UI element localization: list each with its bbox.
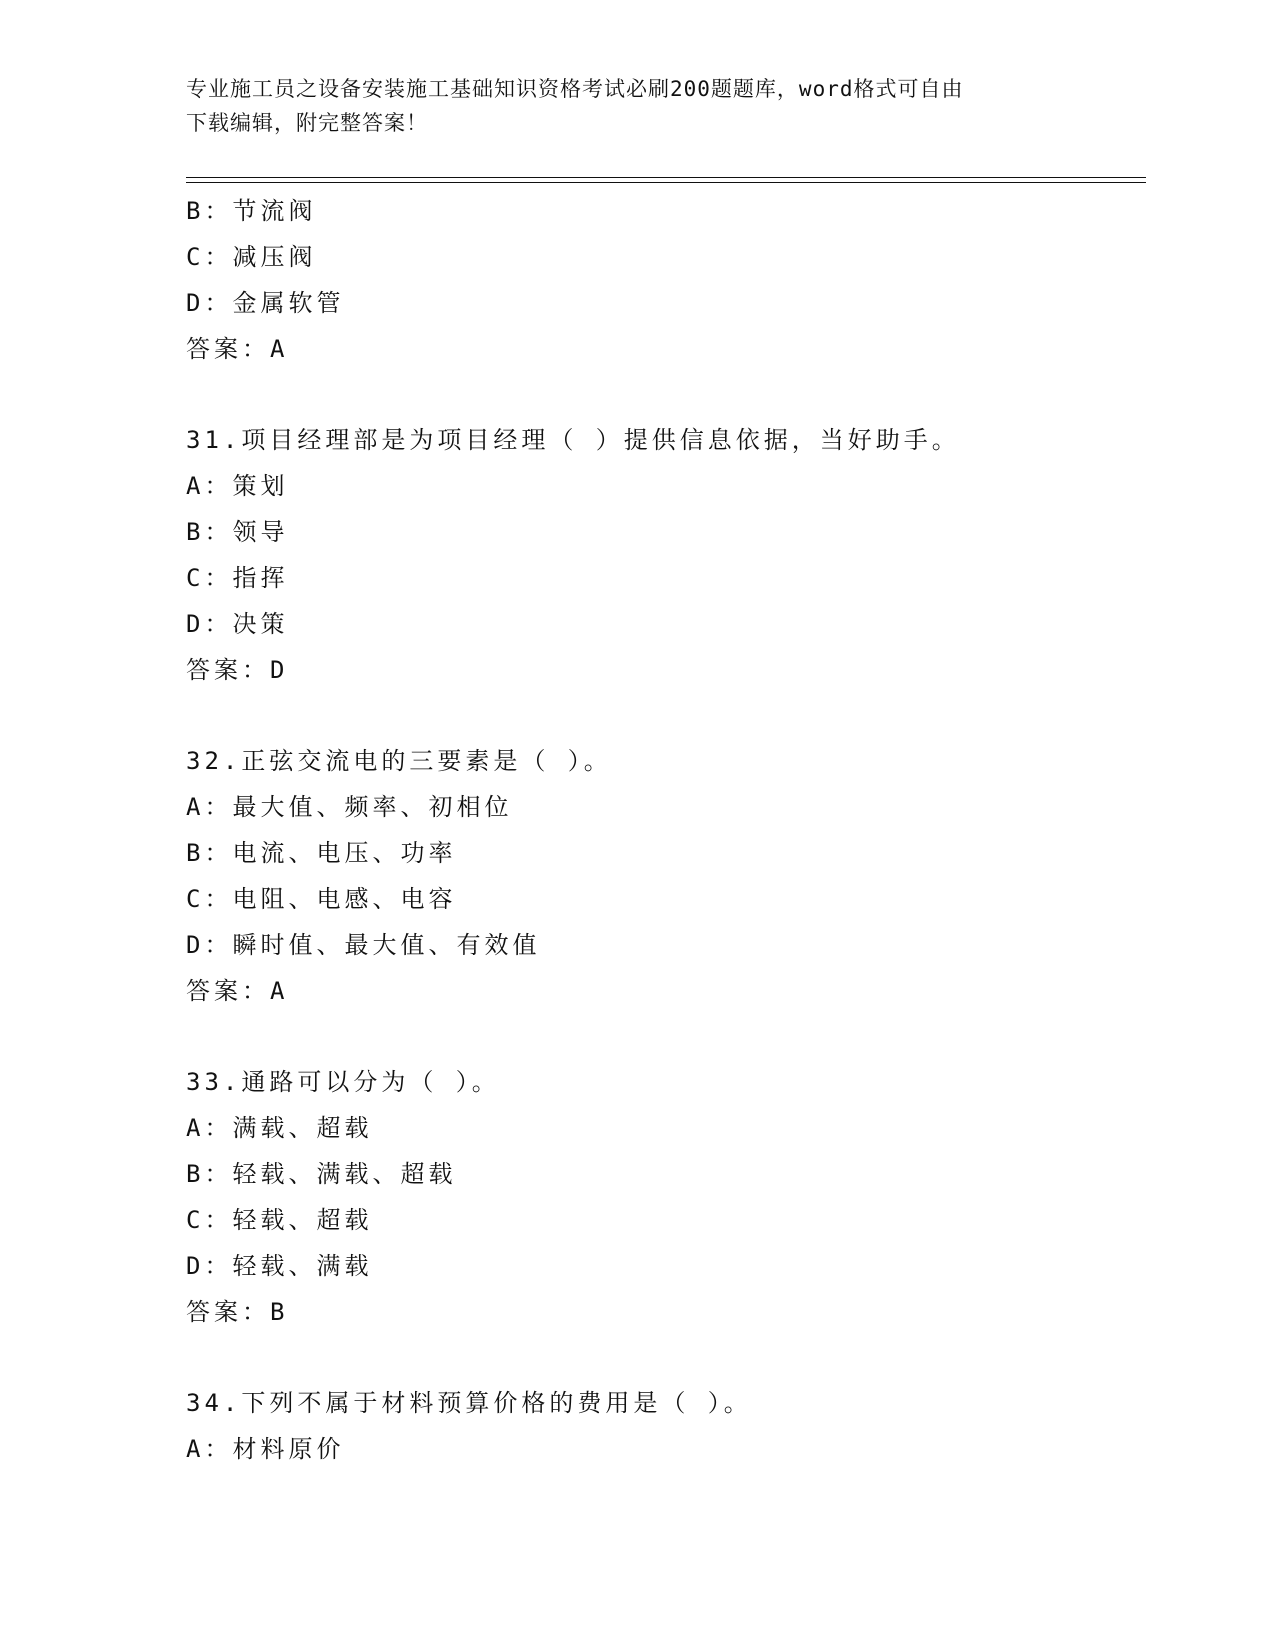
question-block-continuation xyxy=(186,188,1146,372)
option-b: B：电流、电压、功率 xyxy=(186,839,457,867)
option-d: D：轻载、满载 xyxy=(186,1252,373,1280)
document-header xyxy=(186,72,1066,140)
option-d: D：瞬时值、最大值、有效值 xyxy=(186,931,541,959)
header-rule-top xyxy=(186,177,1146,178)
answer-line: 答案：D xyxy=(186,656,289,684)
option-b: B：节流阀 xyxy=(186,197,317,225)
header-line-2: 下载编辑，附完整答案！ xyxy=(186,111,428,135)
option-c: C：轻载、超载 xyxy=(186,1206,373,1234)
header-rule-bottom xyxy=(186,182,1146,183)
option-c: C：电阻、电感、电容 xyxy=(186,885,457,913)
option-b: B：领导 xyxy=(186,518,289,546)
question-block-32 xyxy=(186,738,1146,1014)
option-d: D：金属软管 xyxy=(186,289,345,317)
option-c: C：指挥 xyxy=(186,564,289,592)
question-stem: 31.项目经理部是为项目经理（ ）提供信息依据，当好助手。 xyxy=(186,426,960,454)
option-a: A：最大值、频率、初相位 xyxy=(186,793,513,821)
answer-line: 答案：A xyxy=(186,977,289,1005)
answer-line: 答案：A xyxy=(186,335,289,363)
question-block-31 xyxy=(186,417,1146,693)
question-block-33 xyxy=(186,1059,1146,1335)
header-line-1: 专业施工员之设备安装施工基础知识资格考试必刷200题题库，word格式可自由 xyxy=(186,77,964,101)
question-stem: 34.下列不属于材料预算价格的费用是（ ）。 xyxy=(186,1389,752,1417)
question-stem: 32.正弦交流电的三要素是（ ）。 xyxy=(186,747,612,775)
option-a: A：满载、超载 xyxy=(186,1114,373,1142)
question-stem: 33.通路可以分为（ ）。 xyxy=(186,1068,500,1096)
question-list xyxy=(186,188,1146,1472)
answer-line: 答案：B xyxy=(186,1298,289,1326)
option-c: C：减压阀 xyxy=(186,243,317,271)
option-a: A：策划 xyxy=(186,472,289,500)
option-b: B：轻载、满载、超载 xyxy=(186,1160,457,1188)
question-block-34 xyxy=(186,1380,1146,1472)
option-a: A：材料原价 xyxy=(186,1435,345,1463)
option-d: D：决策 xyxy=(186,610,289,638)
